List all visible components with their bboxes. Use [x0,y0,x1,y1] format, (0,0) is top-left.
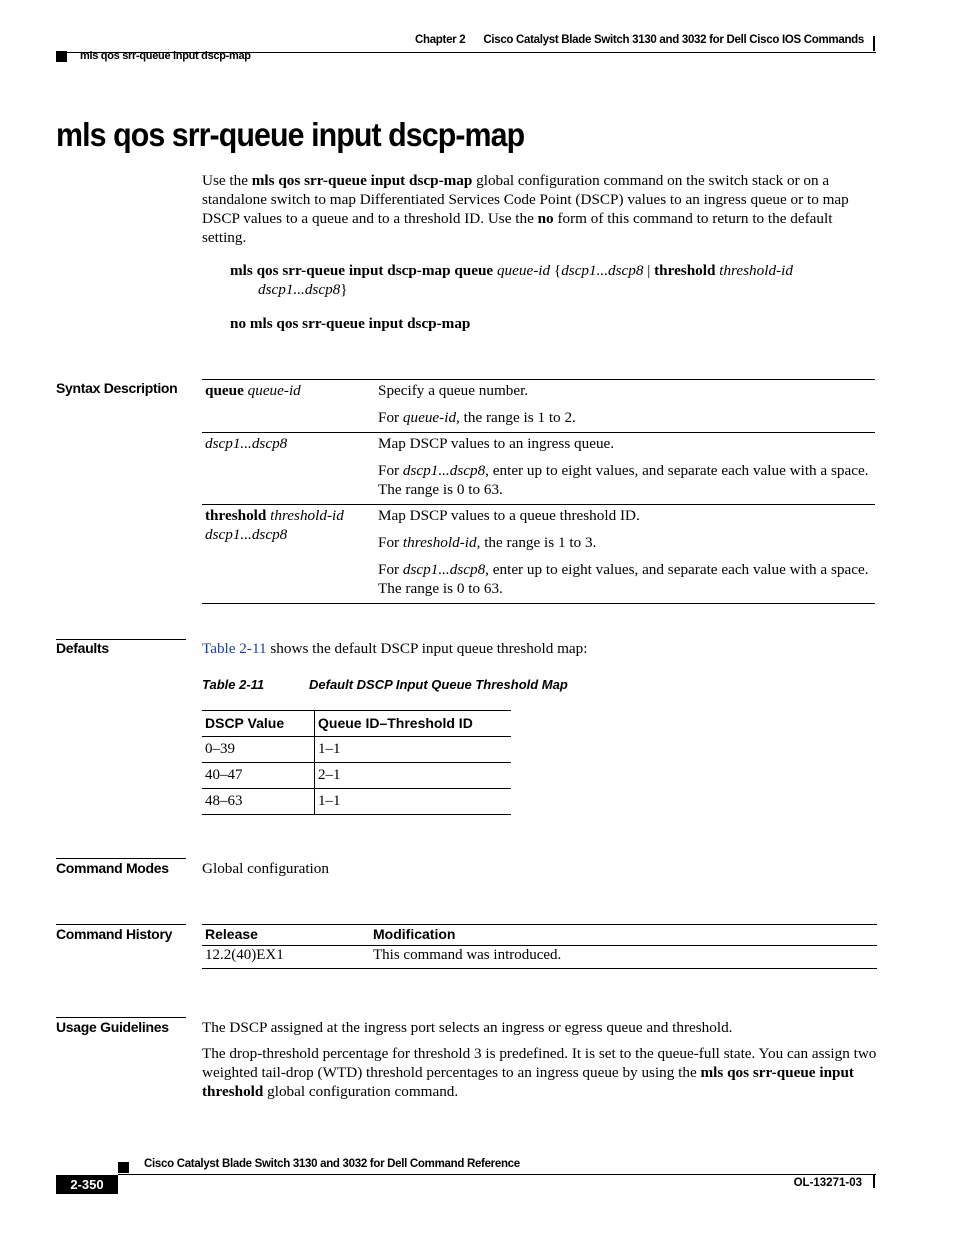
desc-text: For [378,409,403,426]
usage-guidelines-body [202,1018,877,1108]
page-number: 2-350 [56,1175,118,1194]
usage-guidelines-label: Usage Guidelines [56,1019,169,1035]
intro-text: Use the [202,172,252,189]
column-header: Modification [370,925,877,946]
no-form-command: no mls qos srr-queue input dscp-map [230,315,471,332]
command-syntax [230,261,875,299]
usage-command: mls qos srr-queue input threshold [202,1064,854,1100]
desc-line: Specify a queue number. [378,382,529,399]
desc-arg: dscp1...dscp8 [402,462,486,479]
queue-threshold-cell: 1–1 [315,737,512,763]
usage-text: The drop-threshold percentage for threshold 3 is predefined. It is set to the queue-full state. You can assign two weighted tail-drop (WTD) threshold percentages to an ingress queue by using the [202,1045,877,1081]
table-row [202,737,511,763]
footer-square [118,1162,129,1173]
release-cell: 12.2(40)EX1 [202,946,370,969]
desc-text: , the range is 1 to 3. [476,534,597,551]
table-row [202,789,511,815]
defaults-label: Defaults [56,640,109,656]
param-keyword: queue [205,382,244,399]
param-cell [202,505,378,604]
header-bar [873,36,875,51]
desc-line [378,461,875,499]
intro-paragraph [202,171,877,247]
param-arg: dscp1...dscp8 [205,435,288,452]
desc-text: , the range is 1 to 2. [456,409,576,426]
usage-guidelines-rule [56,1017,186,1018]
intro-text: global configuration command on the switch stack or on a standalone switch to map Differentiated Services Code Point (DSCP) values to an ingress queue or to map DSCP values to a queue and to a threshold ID. Use the [202,172,849,227]
syntax-arg: queue-id [496,262,551,279]
table-row [202,763,511,789]
column-header: DSCP Value [202,711,315,737]
book-title: Cisco Catalyst Blade Switch 3130 and 3032 for Dell Cisco IOS Commands [483,34,864,46]
desc-cell [378,380,875,433]
table-row [202,380,875,433]
desc-text: For [378,561,403,578]
desc-cell [378,505,875,604]
footer-bar [873,1175,875,1188]
syntax-arg: threshold-id [719,262,793,279]
queue-threshold-cell: 1–1 [315,789,512,815]
header-square [56,51,67,62]
caption-title: Default DSCP Input Queue Threshold Map [309,677,568,692]
footer-book-title: Cisco Catalyst Blade Switch 3130 and 3032 for Dell Command Reference [144,1158,520,1170]
table-header-row [202,711,511,737]
dscp-value-cell: 0–39 [202,737,315,763]
syntax-description-table [202,379,875,604]
desc-line [378,560,875,598]
desc-text: , enter up to eight values, and separate each value with a space. The range is 0 to 63. [378,462,869,498]
chapter-label: Chapter 2 [414,34,466,46]
intro-command: mls qos srr-queue input dscp-map [251,172,473,189]
syntax-brace: { [550,262,562,279]
desc-text: For [378,534,403,551]
syntax-pipe: | [643,262,655,279]
command-modes-label: Command Modes [56,860,169,876]
footer-rule [118,1174,876,1175]
document-number: OL-13271-03 [793,1177,862,1189]
table-row [202,505,875,604]
param-keyword: threshold [205,507,267,524]
param-arg: threshold-id [270,507,344,524]
param-cell [202,380,378,433]
command-history-label: Command History [56,926,173,942]
usage-paragraph [202,1044,877,1101]
syntax-command: mls qos srr-queue input dscp-map queue [230,262,494,279]
param-arg: dscp1...dscp8 [205,526,288,543]
usage-paragraph: The DSCP assigned at the ingress port selects an ingress or egress queue and threshold. [202,1019,733,1036]
command-modes-text: Global configuration [202,860,329,877]
desc-arg: dscp1...dscp8 [402,561,486,578]
desc-line: Map DSCP values to a queue threshold ID. [378,507,640,524]
command-history-rule [56,924,186,925]
syntax-arg: dscp1...dscp8 [258,281,341,298]
desc-line [378,408,875,427]
caption-number: Table 2-11 [202,677,265,692]
modification-cell: This command was introduced. [370,946,877,969]
dscp-value-cell: 40–47 [202,763,315,789]
command-modes-rule [56,858,186,859]
table-caption [202,677,568,692]
column-header: Release [202,925,370,946]
no-form-syntax [230,314,470,333]
syntax-brace: } [340,281,348,298]
desc-line: Map DSCP values to an ingress queue. [378,435,615,452]
param-arg: queue-id [247,382,301,399]
page-title: mls qos srr-queue input dscp-map [56,116,525,153]
defaults-paragraph [202,639,587,658]
table-link[interactable]: Table 2-11 [202,640,267,657]
desc-arg: threshold-id [402,534,477,551]
syntax-arg: dscp1...dscp8 [561,262,644,279]
param-cell [202,433,378,505]
table-row [202,946,877,969]
intro-no-keyword: no [537,210,554,227]
table-row [202,433,875,505]
dscp-value-cell: 48–63 [202,789,315,815]
desc-arg: queue-id [402,409,457,426]
desc-text: , enter up to eight values, and separate each value with a space. The range is 0 to 63. [378,561,869,597]
command-history-table [202,924,877,969]
desc-cell [378,433,875,505]
syntax-description-label: Syntax Description [56,380,178,396]
dscp-map-table [202,710,511,815]
defaults-text: shows the default DSCP input queue threshold map: [266,640,588,657]
column-header: Queue ID–Threshold ID [315,711,512,737]
desc-text: For [378,462,403,479]
syntax-keyword: threshold [654,262,716,279]
intro-text: form of this command to return to the default setting. [202,210,833,246]
section-header: mls qos srr-queue input dscp-map [80,50,251,62]
usage-text: global configuration command. [263,1083,459,1100]
queue-threshold-cell: 2–1 [315,763,512,789]
desc-line [378,533,875,552]
running-header [380,34,864,46]
table-header-row [202,925,877,946]
